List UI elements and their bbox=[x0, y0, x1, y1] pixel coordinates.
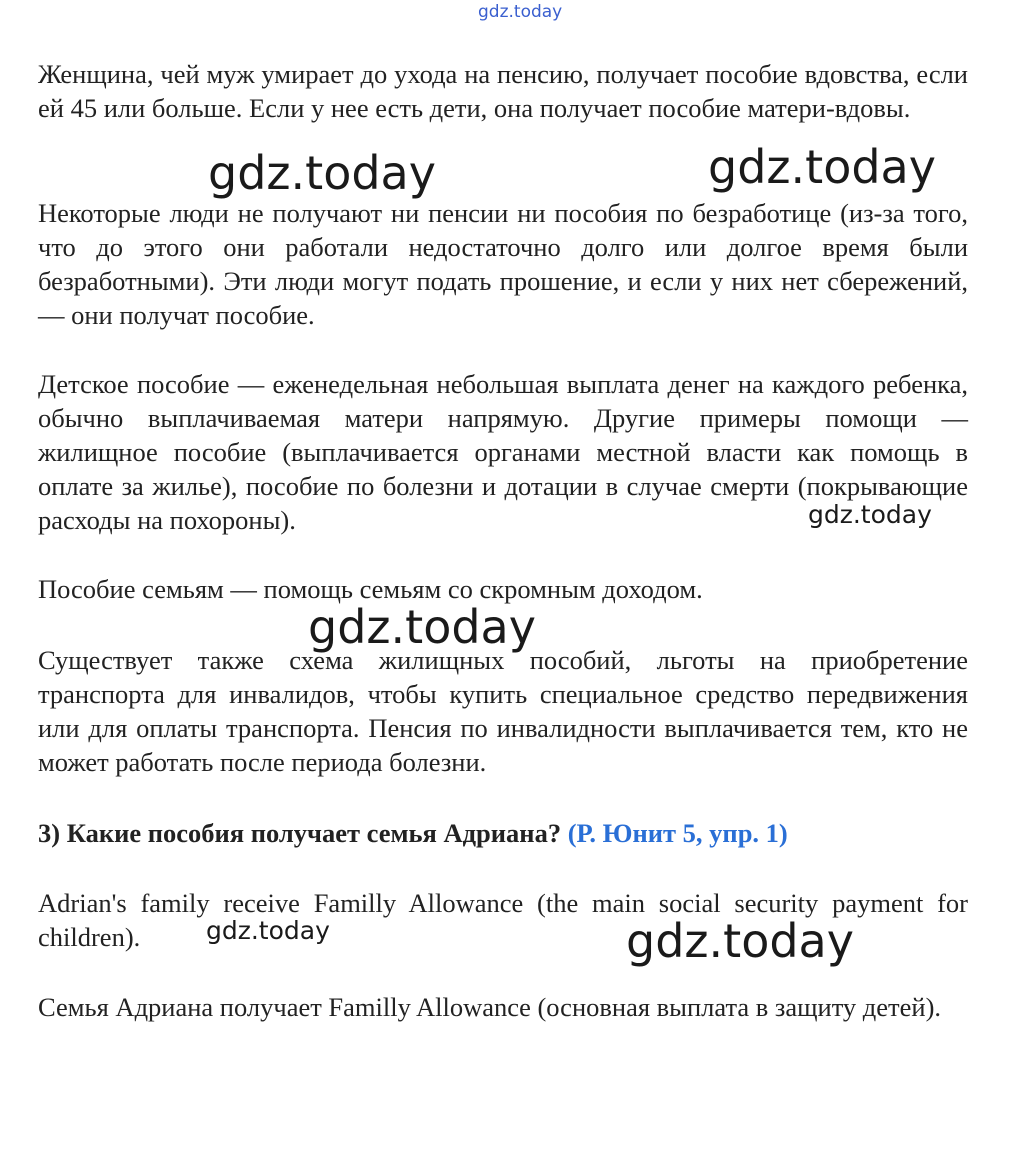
paragraph-no-pension: Некоторые люди не получают ни пенсии ни пособия по безработице (из-за того, что до этого они работали недостаточно долго или долгое время были безработными). Эти люди могут подать прошение, и если у них нет сбережений, — они получат пособие. bbox=[38, 198, 968, 330]
question-heading bbox=[38, 816, 998, 850]
watermark-small: gdz.today bbox=[206, 916, 330, 945]
question-text: 3) Какие пособия получает семья Адриана? bbox=[38, 818, 562, 848]
watermark-small: gdz.today bbox=[808, 500, 932, 529]
paragraph-widow-benefit: Женщина, чей муж умирает до ухода на пенсию, получает пособие вдовства, если ей 45 или больше. Если у нее есть дети, она получает пособие матери-вдовы. bbox=[38, 59, 968, 123]
watermark-large: gdz.today bbox=[626, 914, 854, 968]
question-reference-link[interactable]: (Р. Юнит 5, упр. 1) bbox=[567, 818, 788, 848]
paragraph-child-benefit: Детское пособие — еженедельная небольшая выплата денег на каждого ребенка, обычно выплачиваемая матери напрямую. Другие примеры помощи — жилищное пособие (выплачивается органами местной власти как помощь в оплате за жилье), пособие по болезни и дотации в случае смерти (покрывающие расходы на похороны). bbox=[38, 369, 968, 535]
watermark-large: gdz.today bbox=[708, 140, 936, 194]
watermark-large: gdz.today bbox=[208, 146, 436, 200]
watermark-top: gdz.today bbox=[478, 2, 563, 22]
paragraph-family-benefit: Пособие семьям — помощь семьям со скромным доходом. bbox=[38, 574, 703, 604]
paragraph-answer-russian: Семья Адриана получает Familly Allowance (основная выплата в защиту детей). bbox=[38, 992, 942, 1022]
watermark-large: gdz.today bbox=[308, 600, 536, 654]
paragraph-housing-scheme: Существует также схема жилищных пособий, льготы на приобретение транспорта для инвалидов, чтобы купить специальное средство передвижения или для оплаты транспорта. Пенсия по инвалидности выплачивается тем, кто не может работать после периода болезни. bbox=[38, 645, 968, 777]
paragraph-answer-english: Adrian's family receive Familly Allowance (the main social security payment for children). bbox=[38, 888, 968, 952]
